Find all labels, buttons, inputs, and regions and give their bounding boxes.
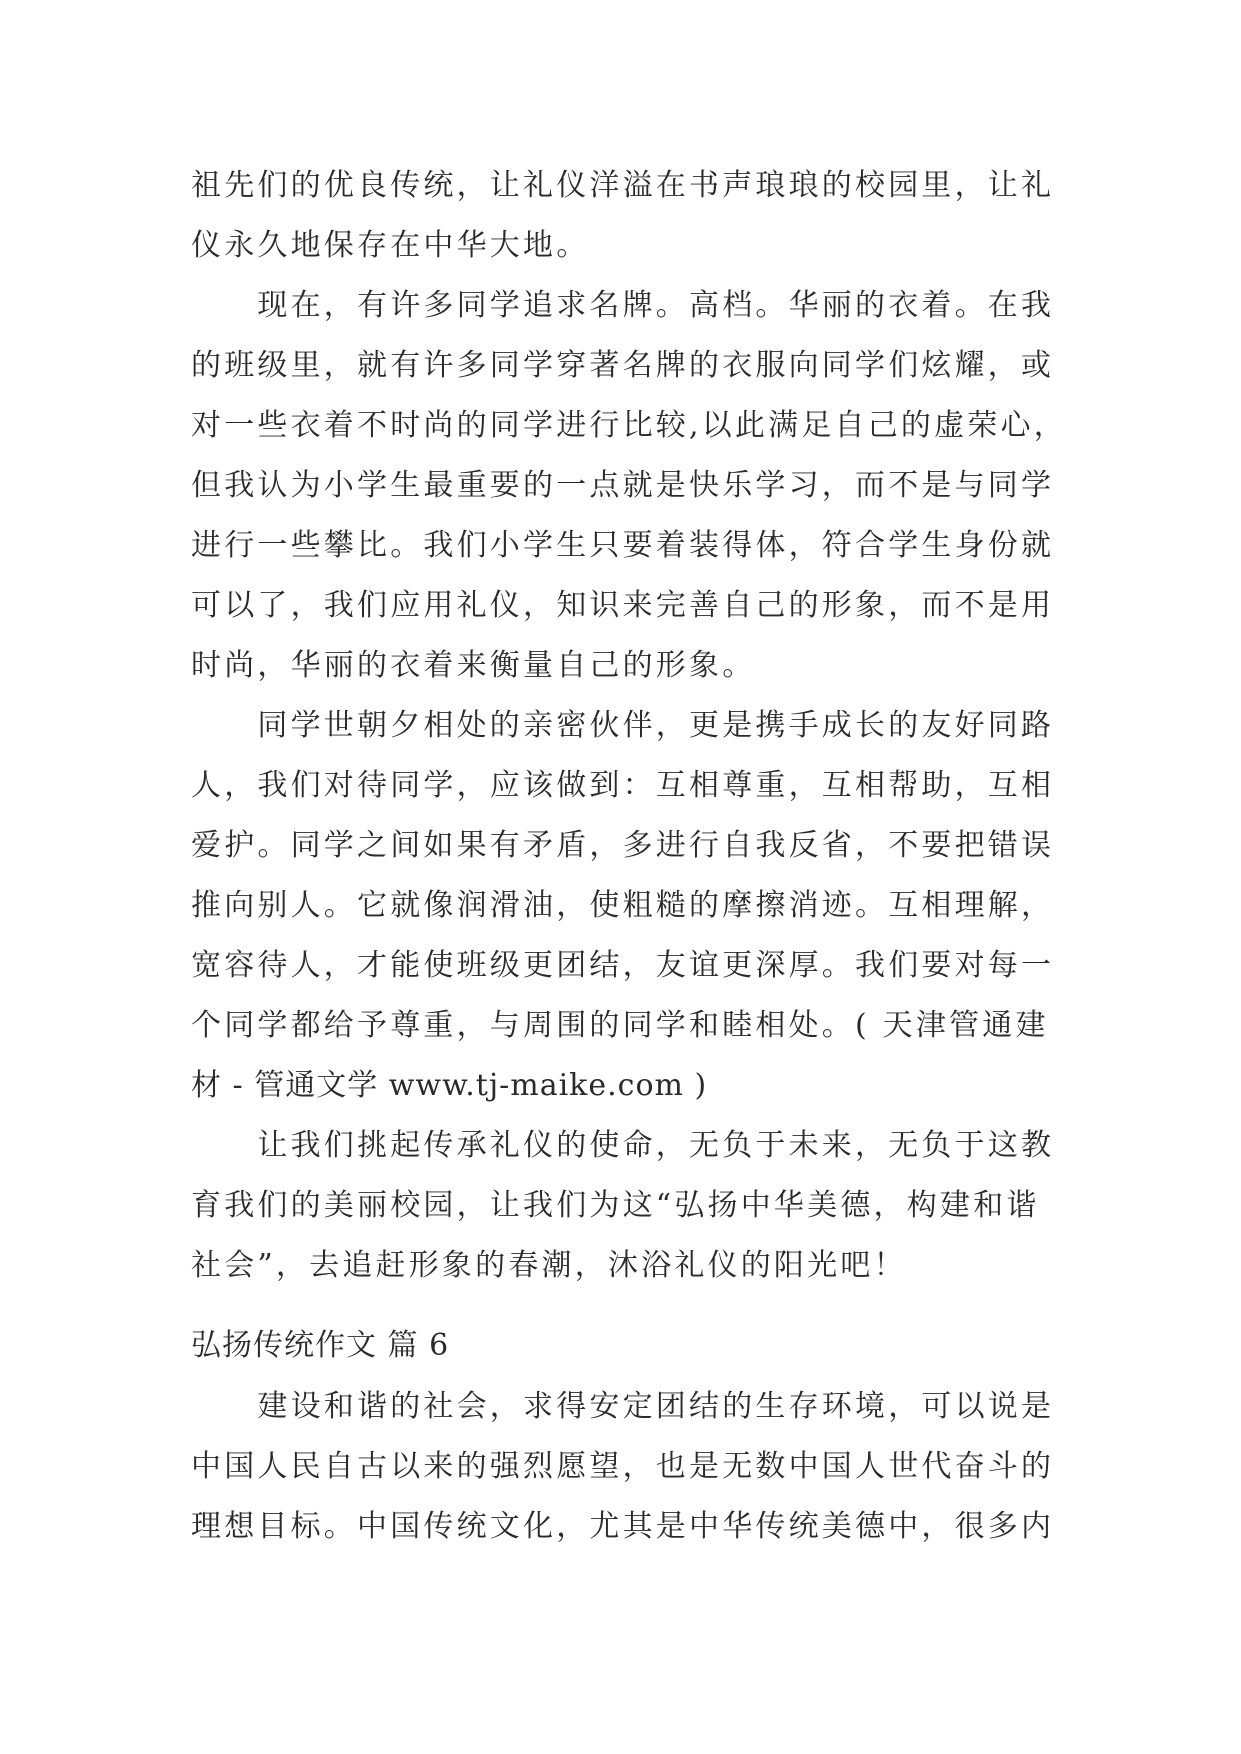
text-line: 育我们的美丽校园，让我们为这“弘扬中华美德，构建和谐 bbox=[191, 1188, 1040, 1223]
text-line: 同学世朝夕相处的亲密伙伴，更是携手成长的友好同路 bbox=[191, 708, 1055, 743]
text-line: 现在，有许多同学追求名牌。高档。华丽的衣着。在我 bbox=[191, 288, 1055, 323]
text-line: 但我认为小学生最重要的一点就是快乐学习，而不是与同学 bbox=[191, 468, 1055, 503]
article-body-top bbox=[191, 156, 1067, 1296]
text-line: 让我们挑起传承礼仪的使命，无负于未来，无负于这教 bbox=[191, 1128, 1055, 1163]
text-line: 可以了，我们应用礼仪，知识来完善自己的形象，而不是用 bbox=[191, 588, 1055, 623]
text-line: 人，我们对待同学，应该做到：互相尊重，互相帮助，互相 bbox=[191, 768, 1055, 803]
text-line: 的班级里，就有许多同学穿著名牌的衣服向同学们炫耀，或 bbox=[191, 348, 1055, 383]
text-line: 推向别人。它就像润滑油，使粗糙的摩擦消迹。互相理解， bbox=[191, 888, 1055, 923]
source-link-line: 材 - 管通文学 www.tj-maike.com ) bbox=[191, 1068, 708, 1103]
text-line: 宽容待人，才能使班级更团结，友谊更深厚。我们要对每一 bbox=[191, 948, 1055, 983]
text-line: 爱护。同学之间如果有矛盾，多进行自我反省，不要把错误 bbox=[191, 828, 1055, 863]
text-line: 社会”，去追赶形象的春潮，沐浴礼仪的阳光吧！ bbox=[191, 1248, 907, 1283]
text-line: 进行一些攀比。我们小学生只要着装得体，符合学生身份就 bbox=[191, 528, 1055, 563]
text-line: 对一些衣着不时尚的同学进行比较,以此满足自己的虚荣心， bbox=[191, 408, 1067, 443]
text-line: 祖先们的优良传统，让礼仪洋溢在书声琅琅的校园里，让礼 bbox=[191, 168, 1055, 203]
text-line: 中国人民自古以来的强烈愿望，也是无数中国人世代奋斗的 bbox=[191, 1449, 1055, 1484]
text-line: 时尚，华丽的衣着来衡量自己的形象。 bbox=[191, 648, 756, 683]
section-heading: 弘扬传统作文 篇 6 bbox=[191, 1328, 450, 1363]
text-line: 仪永久地保存在中华大地。 bbox=[191, 228, 590, 263]
article-body-bottom bbox=[191, 1377, 1055, 1557]
text-line: 理想目标。中国传统文化，尤其是中华传统美德中，很多内 bbox=[191, 1509, 1055, 1544]
text-line: 建设和谐的社会，求得安定团结的生存环境，可以说是 bbox=[191, 1389, 1055, 1424]
text-line: 个同学都给予尊重，与周围的同学和睦相处。( 天津管通建 bbox=[191, 1008, 1049, 1043]
